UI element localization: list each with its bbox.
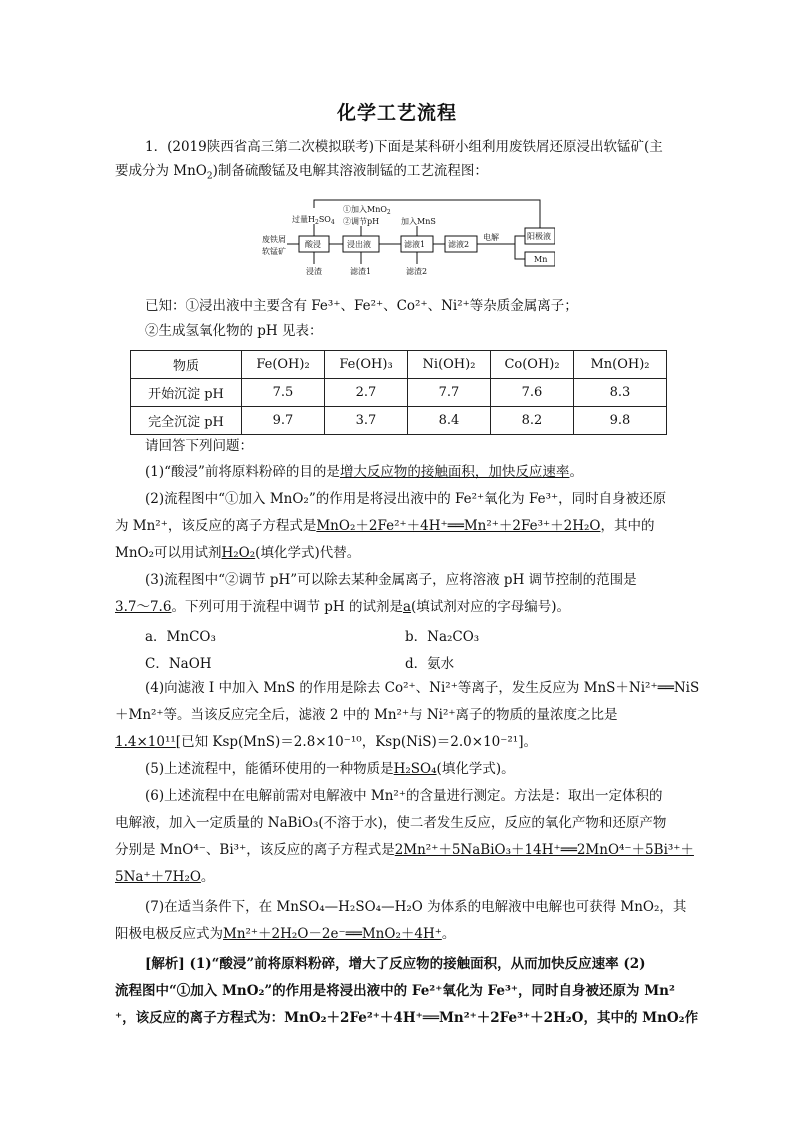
table-cell: 3.7 [325, 407, 408, 435]
table-cell: 2.7 [325, 379, 408, 407]
question-4-line1: (4)向滤液 I 中加入 MnS 的作用是除去 Co²⁺、Ni²⁺等离子，发生反应为 MnS＋Ni²⁺══NiS [145, 680, 700, 696]
flow-input-ore: 软锰矿 [262, 247, 286, 256]
table-cell: 9.7 [242, 407, 325, 435]
table-cell: 9.8 [574, 407, 667, 435]
flow-note-ph: ②调节pH [343, 217, 380, 226]
table-cell: 8.4 [408, 407, 491, 435]
option-a: a．MnCO₃ [145, 629, 216, 645]
question-6-line4: 5Na⁺＋7H₂O。 [115, 869, 215, 885]
table-header-cell: Co(OH)₂ [491, 351, 574, 379]
option-b: b．Na₂CO₃ [405, 629, 480, 645]
table-header-cell: Fe(OH)₃ [325, 351, 408, 379]
table-header-row [131, 351, 667, 379]
question-3-line2: 3.7～7.6。下列可用于流程中调节 pH 的试剂是a(填试剂对应的字母编号)。 [115, 599, 571, 615]
table-header-cell: Ni(OH)₂ [408, 351, 491, 379]
table-cell: 8.2 [491, 407, 574, 435]
question-4-line3: 1.4×10¹¹[已知 Ksp(MnS)＝2.8×10⁻¹⁰，Ksp(NiS)＝2.0×10⁻²¹]。 [115, 734, 537, 750]
ph-table [130, 350, 667, 435]
question-2-line3: MnO₂可以用试剂H₂O₂(填化学式)代替。 [115, 545, 361, 561]
flow-label-suanjin: 酸浸 [305, 240, 321, 249]
question-7-line1: (7)在适当条件下，在 MnSO₄—H₂SO₄—H₂O 为体系的电解液中电解也可获得 MnO₂，其 [145, 899, 687, 915]
answer-5: H₂SO₄ [393, 761, 437, 777]
analysis-line1: [解析] (1)“酸浸”前将原料粉碎，增大了反应物的接触面积，从而加快反应速率 (2) [145, 956, 646, 972]
questions-prompt: 请回答下列问题： [145, 438, 253, 454]
flow-output-lvzha1: 滤渣1 [350, 267, 372, 276]
flow-output-jinzha: 浸渣 [306, 267, 322, 276]
known-line-1: 已知：①浸出液中主要含有 Fe³⁺、Fe²⁺、Co²⁺、Ni²⁺等杂质金属离子； [145, 298, 578, 314]
flow-label-lvye1: 滤液1 [404, 240, 426, 249]
question-6-line2: 电解液，加入一定质量的 NaBiO₃(不溶于水)，使二者发生反应，反应的氧化产物和还原产物 [115, 815, 667, 831]
flow-input-iron: 废铁屑 [262, 235, 286, 244]
table-header-cell: Mn(OH)₂ [574, 351, 667, 379]
answer-7: Mn²⁺＋2H₂O－2e⁻══MnO₂＋4H⁺ [223, 926, 442, 942]
process-flow-diagram [255, 196, 555, 286]
table-row [131, 407, 667, 435]
flow-label-anode: 阳极液 [527, 232, 551, 241]
question-5: (5)上述流程中，能循环使用的一种物质是H₂SO₄(填化学式)。 [145, 761, 515, 777]
question-1-intro-line2: 要成分为 MnO$_2$)制备硫酸锰及电解其溶液制锰的工艺流程图： [115, 163, 488, 182]
flow-label-mn: Mn [534, 255, 548, 264]
flow-reagent-acid: 过量$H_2SO_4$ [292, 215, 335, 226]
answer-6: 2Mn²⁺＋5NaBiO₃＋14H⁺══2MnO⁴⁻＋5Bi³⁺＋ [394, 842, 694, 858]
question-6-line1: (6)上述流程中在电解前需对电解液中 Mn²⁺的含量进行测定。方法是：取出一定体积的 [145, 788, 663, 804]
flow-note-mno2: ①加入MnO$_2$ [343, 205, 391, 216]
question-7-line2: 阳极电极反应式为Mn²⁺＋2H₂O－2e⁻══MnO₂＋4H⁺。 [115, 926, 456, 942]
flow-label-lvye2: 滤液2 [448, 240, 470, 249]
answer-3b: a [402, 599, 412, 615]
answer-4: 1.4×10¹¹ [115, 734, 176, 750]
table-header-cell: Fe(OH)₂ [242, 351, 325, 379]
question-2-line2: 为 Mn²⁺，该反应的离子方程式是MnO₂＋2Fe²⁺＋4H⁺══Mn²⁺＋2Fe³⁺＋2H₂O，其中的 [115, 518, 655, 534]
option-c: C．NaOH [145, 656, 212, 672]
table-cell: 7.7 [408, 379, 491, 407]
question-1-intro-line1: 1．(2019陕西省高三第二次模拟联考)下面是某科研小组利用废铁屑还原浸出软锰矿(主 [145, 139, 663, 155]
table-cell: 开始沉淀 pH [131, 379, 242, 407]
flow-note-mns: 加入MnS [401, 217, 436, 226]
table-cell: 7.6 [491, 379, 574, 407]
table-header-cell: 物质 [131, 351, 242, 379]
analysis-line3: ⁺，该反应的离子方程式为：MnO₂＋2Fe²⁺＋4H⁺══Mn²⁺＋2Fe³⁺＋2H₂O，其中的 MnO₂作 [115, 1010, 699, 1026]
page-title: 化学工艺流程 [336, 102, 457, 124]
answer-2b: H₂O₂ [221, 545, 256, 561]
question-3-line1: (3)流程图中“②调节 pH”可以除去某种金属离子，应将溶液 pH 调节控制的范围是 [145, 572, 637, 588]
known-line-2: ②生成氢氧化物的 pH 见表： [145, 323, 323, 339]
analysis-line2: 流程图中“①加入 MnO₂”的作用是将浸出液中的 Fe²⁺氧化为 Fe³⁺，同时自身被还原为 Mn² [115, 983, 675, 999]
option-d: d．氨水 [405, 656, 455, 672]
table-cell: 7.5 [242, 379, 325, 407]
answer-2: MnO₂＋2Fe²⁺＋4H⁺══Mn²⁺＋2Fe³⁺＋2H₂O [316, 518, 601, 534]
flow-output-lvzha2: 滤渣2 [406, 267, 428, 276]
answer-1: 增大反应物的接触面积，加快反应速率 [339, 464, 570, 480]
question-4-line2: ＋Mn²⁺等。当该反应完全后，滤液 2 中的 Mn²⁺与 Ni²⁺离子的物质的量浓度之比是 [115, 707, 618, 723]
answer-3a: 3.7～7.6 [115, 599, 172, 615]
table-cell: 8.3 [574, 379, 667, 407]
flow-label-electrolysis: 电解 [483, 233, 499, 242]
answer-6-cont: 5Na⁺＋7H₂O [115, 869, 201, 885]
question-1: (1)“酸浸”前将原料粉碎的目的是增大反应物的接触面积，加快反应速率。 [145, 464, 583, 480]
flow-label-jinchuye: 浸出液 [347, 240, 371, 249]
question-2-line1: (2)流程图中“①加入 MnO₂”的作用是将浸出液中的 Fe²⁺氧化为 Fe³⁺，同时自身被还原 [145, 491, 667, 507]
table-row [131, 379, 667, 407]
question-6-line3: 分别是 MnO⁴⁻、Bi³⁺，该反应的离子方程式是2Mn²⁺＋5NaBiO₃＋14H⁺══2MnO⁴⁻＋5Bi³⁺＋ [115, 842, 694, 858]
table-cell: 完全沉淀 pH [131, 407, 242, 435]
